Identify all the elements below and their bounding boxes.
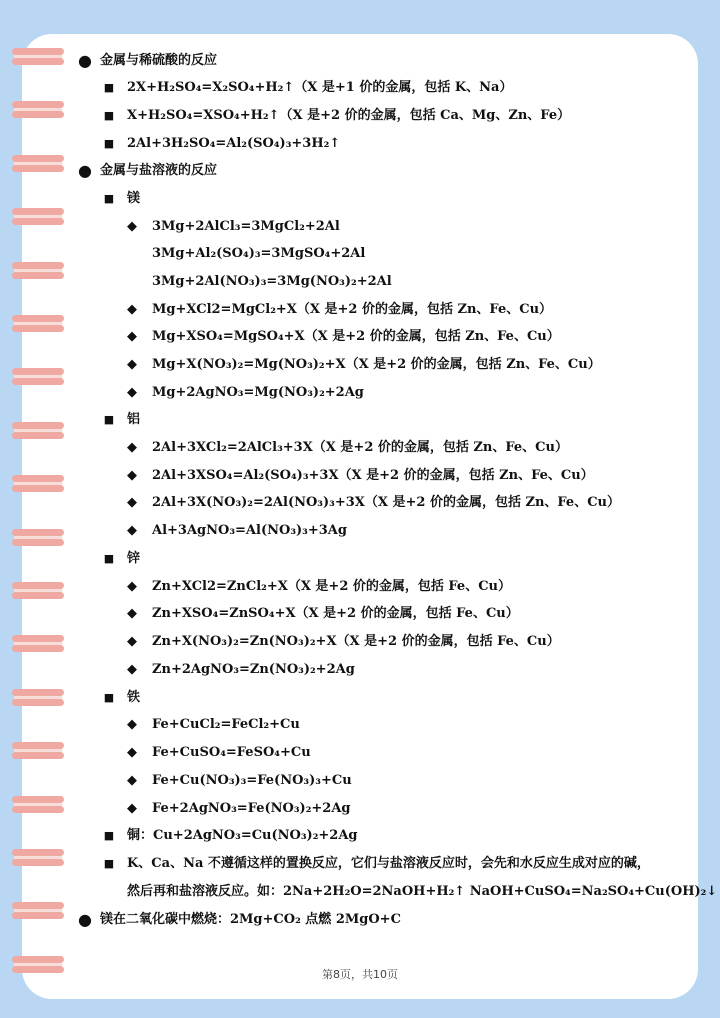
list-item-text: Mg+XSO₄=MgSO₄+X（X 是+2 价的金属，包括 Zn、Fe、Cu） — [152, 329, 560, 344]
list-item-text: 3Mg+Al₂(SO₄)₃=3MgSO₄+2Al — [152, 246, 366, 261]
diamond-bullet-icon: ◆ — [127, 745, 137, 760]
list-item-text: Zn+XCl2=ZnCl₂+X（X 是+2 价的金属，包括 Fe、Cu） — [152, 579, 512, 594]
circle-bullet-icon: ● — [78, 910, 92, 929]
circle-bullet-icon: ● — [78, 161, 92, 180]
list-item — [0, 270, 720, 294]
list-item-text: 2Al+3H₂SO₄=Al₂(SO₄)₃+3H₂↑ — [127, 136, 341, 151]
list-item — [0, 575, 720, 599]
list-item — [0, 686, 720, 710]
diamond-bullet-icon: ◆ — [127, 495, 137, 510]
square-bullet-icon: ■ — [103, 691, 115, 704]
diamond-bullet-icon: ◆ — [127, 468, 137, 483]
list-item-text: 镁 — [127, 191, 141, 206]
list-item — [0, 464, 720, 488]
list-item — [0, 519, 720, 543]
list-item — [0, 325, 720, 349]
list-item — [0, 908, 720, 932]
list-item — [0, 76, 720, 100]
diamond-bullet-icon: ◆ — [127, 385, 137, 400]
square-bullet-icon: ■ — [103, 829, 115, 842]
list-item — [0, 49, 720, 73]
list-item — [0, 215, 720, 239]
list-item — [0, 132, 720, 156]
list-item-text: Mg+2AgNO₃=Mg(NO₃)₂+2Ag — [152, 385, 364, 400]
list-item-text: 锌 — [127, 551, 141, 566]
list-item-text: Zn+2AgNO₃=Zn(NO₃)₂+2Ag — [152, 662, 355, 677]
square-bullet-icon: ■ — [103, 857, 115, 870]
list-item — [0, 187, 720, 211]
diamond-bullet-icon: ◆ — [127, 219, 137, 234]
list-item-text: 3Mg+2Al(NO₃)₃=3Mg(NO₃)₂+2Al — [152, 274, 392, 289]
list-item-text: 然后再和盐溶液反应。如：2Na+2H₂O=2NaOH+H₂↑ NaOH+CuSO₄=Na₂SO₄+Cu(OH)₂↓ — [127, 884, 718, 899]
list-item — [0, 824, 720, 848]
list-item — [0, 741, 720, 765]
list-item-text: Mg+X(NO₃)₂=Mg(NO₃)₂+X（X 是+2 价的金属，包括 Zn、Fe、Cu） — [152, 357, 601, 372]
diamond-bullet-icon: ◆ — [127, 773, 137, 788]
square-bullet-icon: ■ — [103, 109, 115, 122]
diamond-bullet-icon: ◆ — [127, 606, 137, 621]
list-item — [0, 491, 720, 515]
list-item-text: Zn+XSO₄=ZnSO₄+X（X 是+2 价的金属，包括 Fe、Cu） — [152, 606, 519, 621]
list-item-text: 镁在二氧化碳中燃烧：2Mg+CO₂ 点燃 2MgO+C — [100, 912, 401, 927]
list-item-text: 金属与稀硫酸的反应 — [100, 53, 218, 68]
list-item — [0, 298, 720, 322]
diamond-bullet-icon: ◆ — [127, 579, 137, 594]
list-item — [0, 381, 720, 405]
list-item-text: Al+3AgNO₃=Al(NO₃)₃+3Ag — [152, 523, 347, 538]
diamond-bullet-icon: ◆ — [127, 329, 137, 344]
list-item — [0, 713, 720, 737]
list-item-text: 2X+H₂SO₄=X₂SO₄+H₂↑（X 是+1 价的金属，包括 K、Na） — [127, 80, 513, 95]
list-item — [0, 602, 720, 626]
list-item — [0, 658, 720, 682]
list-item-text: Fe+Cu(NO₃)₃=Fe(NO₃)₃+Cu — [152, 773, 352, 788]
square-bullet-icon: ■ — [103, 552, 115, 565]
list-item-text: X+H₂SO₄=XSO₄+H₂↑（X 是+2 价的金属，包括 Ca、Mg、Zn、Fe） — [127, 108, 571, 123]
square-bullet-icon: ■ — [103, 137, 115, 150]
list-item — [0, 242, 720, 266]
list-item — [0, 547, 720, 571]
list-item — [0, 630, 720, 654]
list-item-text: 铜：Cu+2AgNO₃=Cu(NO₃)₂+2Ag — [127, 828, 358, 843]
list-item-text: Fe+CuSO₄=FeSO₄+Cu — [152, 745, 311, 760]
diamond-bullet-icon: ◆ — [127, 357, 137, 372]
diamond-bullet-icon: ◆ — [127, 302, 137, 317]
diamond-bullet-icon: ◆ — [127, 523, 137, 538]
list-item-text: Fe+CuCl₂=FeCl₂+Cu — [152, 717, 300, 732]
list-item-text: 铝 — [127, 412, 141, 427]
diamond-bullet-icon: ◆ — [127, 717, 137, 732]
diamond-bullet-icon: ◆ — [127, 662, 137, 677]
square-bullet-icon: ■ — [103, 192, 115, 205]
square-bullet-icon: ■ — [103, 81, 115, 94]
list-item-text: 3Mg+2AlCl₃=3MgCl₂+2Al — [152, 219, 340, 234]
list-item — [0, 852, 720, 876]
list-item-text: 2Al+3XSO₄=Al₂(SO₄)₃+3X（X 是+2 价的金属，包括 Zn、Fe、Cu） — [152, 468, 594, 483]
circle-bullet-icon: ● — [78, 51, 92, 70]
list-item-text: Fe+2AgNO₃=Fe(NO₃)₂+2Ag — [152, 801, 351, 816]
list-item-text: 铁 — [127, 690, 141, 705]
diamond-bullet-icon: ◆ — [127, 440, 137, 455]
list-item — [0, 880, 720, 904]
list-item-text: Zn+X(NO₃)₂=Zn(NO₃)₂+X（X 是+2 价的金属，包括 Fe、Cu） — [152, 634, 560, 649]
list-item-text: 2Al+3XCl₂=2AlCl₃+3X（X 是+2 价的金属，包括 Zn、Fe、Cu） — [152, 440, 568, 455]
list-item — [0, 353, 720, 377]
list-item — [0, 797, 720, 821]
diamond-bullet-icon: ◆ — [127, 801, 137, 816]
page-footer: 第8页，共10页 — [322, 968, 398, 981]
list-item — [0, 436, 720, 460]
square-bullet-icon: ■ — [103, 413, 115, 426]
list-item-text: Mg+XCl2=MgCl₂+X（X 是+2 价的金属，包括 Zn、Fe、Cu） — [152, 302, 553, 317]
list-item-text: K、Ca、Na 不遵循这样的置换反应，它们与盐溶液反应时，会先和水反应生成对应的碱， — [127, 856, 650, 871]
list-item — [0, 159, 720, 183]
list-item — [0, 769, 720, 793]
list-item-text: 金属与盐溶液的反应 — [100, 163, 218, 178]
list-item — [0, 408, 720, 432]
list-item — [0, 104, 720, 128]
diamond-bullet-icon: ◆ — [127, 634, 137, 649]
list-item-text: 2Al+3X(NO₃)₂=2Al(NO₃)₃+3X（X 是+2 价的金属，包括 Zn、Fe、Cu） — [152, 495, 621, 510]
